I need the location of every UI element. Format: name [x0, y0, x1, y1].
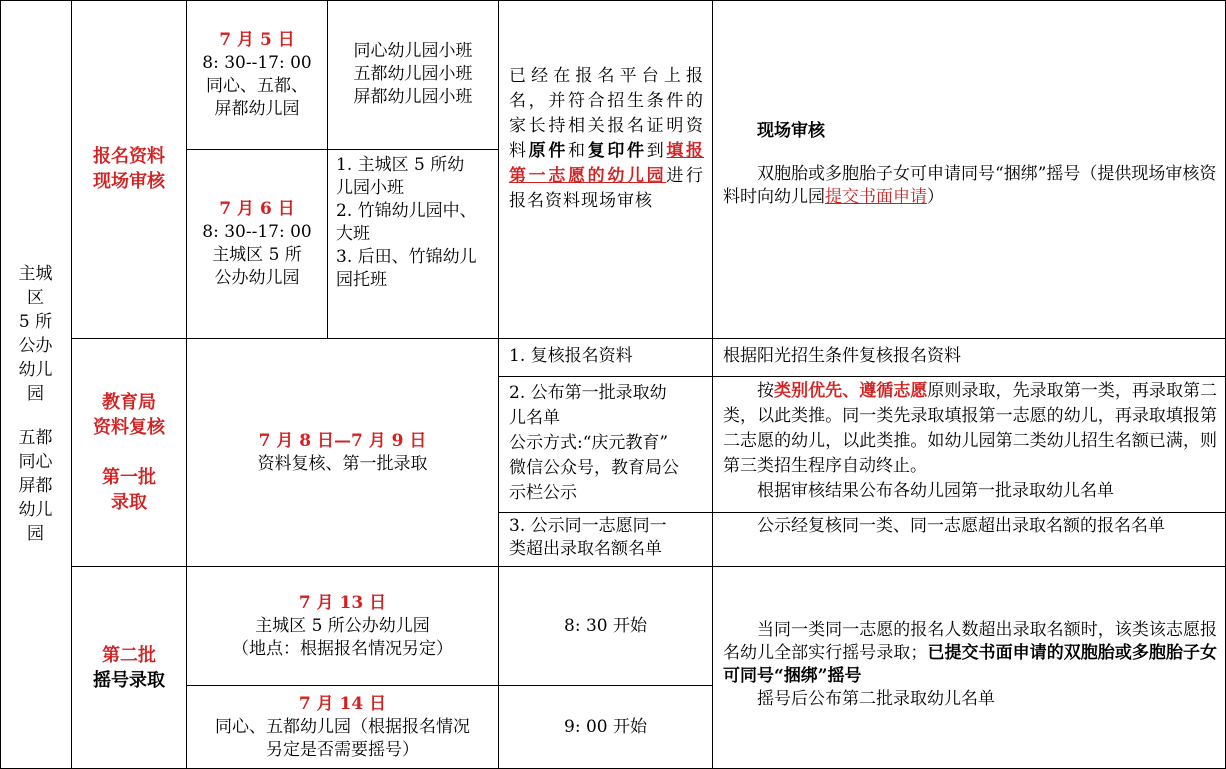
- school-line: 3. 后田、竹锦幼儿: [336, 247, 477, 267]
- stage3-date1: [187, 567, 499, 686]
- step-line: 公示方式:“庆元教育”: [509, 433, 669, 453]
- place-text: 屏都幼儿园: [214, 98, 300, 119]
- stage1-schools2: [328, 150, 499, 339]
- stage3-note: [713, 567, 1226, 769]
- stage2-label-line: 资料复核: [93, 417, 165, 438]
- stage1-date2: [187, 150, 328, 339]
- stage3-label-line: 第二批: [102, 644, 156, 666]
- time-text: 8: 30--17: 00: [202, 52, 312, 73]
- stage2-step3-note: [713, 513, 1226, 567]
- area-a: [19, 262, 53, 406]
- stage3-label: [72, 567, 187, 769]
- date-text: 7 月 14 日: [298, 693, 387, 714]
- school-line: 儿园小班: [336, 178, 404, 198]
- area-a-line: 区: [27, 288, 44, 308]
- stage1-label-line: 报名资料: [93, 146, 165, 167]
- stage2-step2: [499, 377, 713, 513]
- step2-note-text: 根据审核结果公布各幼儿园第一批录取幼儿名单: [757, 481, 1114, 501]
- note-span: 双胞胎或多胞胎子女可申请同号“捆绑”摇号（提供现场审核资料时向幼儿园: [723, 164, 1217, 207]
- step-line: 类超出录取名额名单: [509, 539, 662, 559]
- step-line: 儿名单: [509, 408, 560, 428]
- step2-note-text: [723, 379, 1217, 479]
- note-highlight: 类别优先、遵循志愿: [774, 381, 928, 401]
- note-highlight: 提交书面申请: [825, 187, 927, 207]
- stage1-label-line: 现场审核: [93, 171, 165, 192]
- stage2-label-line: 第一批: [102, 467, 156, 488]
- area-b: [19, 426, 53, 546]
- step-text: 1. 复核报名资料: [509, 346, 633, 366]
- date-text: 7 月 6 日: [219, 199, 295, 219]
- school-line: 2. 竹锦幼儿园中、: [336, 201, 477, 221]
- time-text: 8: 30--17: 00: [202, 222, 312, 242]
- desc-text: 到: [646, 141, 667, 161]
- step-note: 公示经复核同一类、同一志愿超出录取名额的报名名单: [757, 516, 1165, 536]
- school-line: 同心幼儿园小班: [353, 41, 473, 61]
- note-span: 按: [757, 381, 775, 401]
- note-span: 当同一类同一志愿的报名人数超出录取名额时，该类该志愿报名幼儿全部实行摇号录取；: [723, 620, 1217, 663]
- area-b-line: 屏都: [18, 476, 53, 496]
- school-line: 大班: [336, 224, 370, 244]
- stage2-label-line: 录取: [111, 492, 147, 513]
- area-a-line: 主城: [18, 264, 53, 284]
- desc-bold: 原件: [528, 141, 569, 161]
- stage2-step1: [499, 339, 713, 377]
- note-text: [723, 163, 1217, 209]
- place-text: 同心、五都、: [206, 75, 308, 96]
- date-desc: 另定是否需要摇号）: [266, 739, 419, 760]
- stage1-desc: [499, 0, 713, 339]
- desc-highlight: 填报第一志愿的幼儿园: [509, 141, 705, 186]
- area-b-line: 五都: [18, 428, 53, 448]
- area-a-line: 幼儿: [18, 360, 53, 380]
- time-text: 9: 00 开始: [564, 716, 647, 737]
- date-text: 7 月 5 日: [219, 29, 295, 50]
- stage3-note-text: 摇号后公布第二批录取幼儿名单: [757, 689, 995, 709]
- time-text: 8: 30 开始: [564, 615, 647, 636]
- place-text: 主城区 5 所: [212, 245, 302, 265]
- stage1-schools1: [328, 0, 499, 150]
- stage2-step1-note: [713, 339, 1226, 377]
- stage2-date: [187, 339, 499, 567]
- note-span: 原则录取，先录取第一类，再录取第二类，以此类推。同一类先录取填报第一志愿的幼儿，再录取填报第二志愿的幼儿，以此类推。如幼儿园第二类幼儿招生名额已满，则第三类招生程序自动终止。: [723, 381, 1218, 476]
- stage2-step2-note: [713, 377, 1226, 513]
- date-text: 7 月 8 日—7 月 9 日: [258, 430, 427, 451]
- stage3-date2: [187, 686, 499, 769]
- stage3-time1: [499, 567, 713, 686]
- step-note: 根据阳光招生条件复核报名资料: [723, 346, 961, 366]
- area-b-line: 同心: [18, 452, 53, 472]
- school-line: 五都幼儿园小班: [353, 64, 473, 84]
- stage1-note: [713, 0, 1226, 339]
- step-line: 2. 公布第一批录取幼: [509, 383, 667, 403]
- step-line: 3. 公示同一志愿同一: [509, 516, 667, 536]
- date-desc: 主城区 5 所公办幼儿园: [255, 615, 430, 636]
- school-line: 园托班: [336, 270, 387, 290]
- area-a-line: 园: [27, 384, 44, 404]
- stage3-label-line: 摇号录取: [93, 669, 165, 691]
- note-span: ）: [927, 187, 944, 207]
- step-line: 示栏公示: [509, 483, 577, 503]
- area-b-line: 幼儿: [18, 500, 53, 520]
- step-line: 微信公众号，教育局公: [509, 458, 679, 478]
- stage3-note-text: [723, 619, 1217, 688]
- place-text: 公办幼儿园: [214, 268, 300, 288]
- note-title: 现场审核: [757, 121, 825, 141]
- date-desc: （地点：根据报名情况另定）: [232, 638, 453, 659]
- school-line: 1. 主城区 5 所幼: [336, 155, 465, 175]
- area-cell: [0, 0, 72, 769]
- desc-bold: 复印件: [587, 141, 647, 161]
- area-a-line: 5 所: [18, 312, 53, 332]
- note-bold: 已提交书面申请的双胞胎或多胞胎子女可同号“捆绑”摇号: [723, 643, 1218, 686]
- desc-text: 进行报名资料现场审核: [509, 166, 705, 211]
- date-desc: 同心、五都幼儿园（根据报名情况: [215, 716, 470, 737]
- desc-text: 已经在报名平台上报名，并符合招生条件的家长持相关报名证明资料: [509, 66, 704, 161]
- stage2-label: [72, 339, 187, 567]
- stage1-date1: [187, 0, 328, 150]
- area-b-line: 园: [27, 524, 44, 544]
- date-desc: 资料复核、第一批录取: [257, 453, 428, 474]
- area-a-line: 公办: [18, 336, 53, 356]
- desc-text: 和: [568, 141, 588, 161]
- stage2-step3: [499, 513, 713, 567]
- stage1-label: [72, 0, 187, 339]
- stage2-label-line: 教育局: [102, 392, 156, 413]
- date-text: 7 月 13 日: [298, 592, 387, 613]
- stage3-time2: [499, 686, 713, 769]
- school-line: 屏都幼儿园小班: [353, 87, 473, 107]
